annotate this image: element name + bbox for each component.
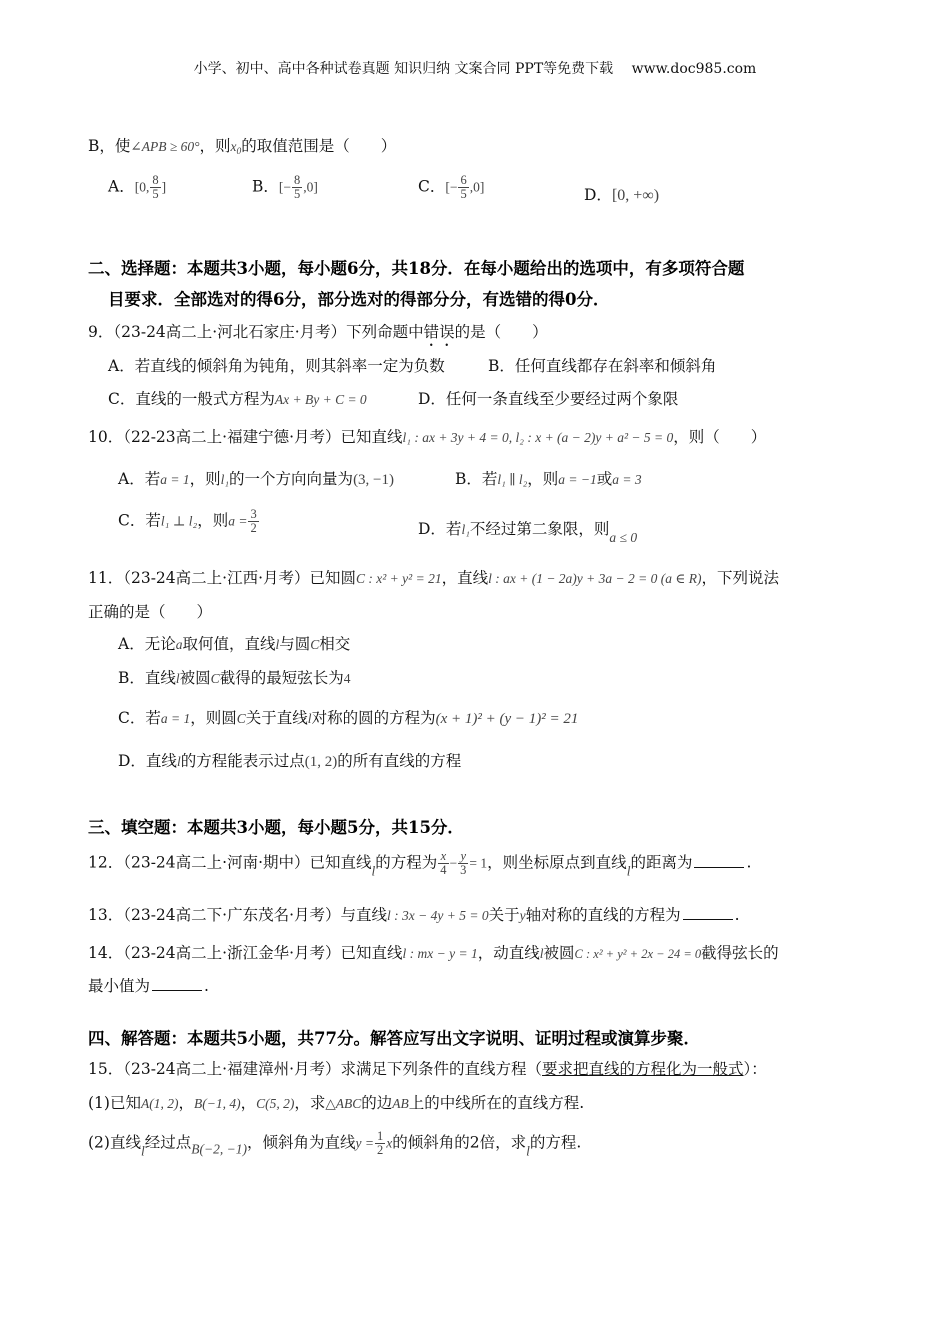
q9-option-c — [108, 387, 367, 409]
q11-circle: C : x² + y² = 21 — [356, 571, 442, 586]
q11-stem-line2: 正确的是（ ） — [88, 603, 213, 621]
text: 的所有直线的方程 — [337, 752, 462, 770]
formula: C — [310, 637, 320, 652]
formula: a = 1 — [160, 472, 190, 487]
q10-option-d — [418, 517, 637, 546]
section-3-title: 三、填空题：本题共3小题，每小题5分，共15分． — [88, 818, 464, 837]
formula: l — [526, 1143, 530, 1159]
fraction — [292, 174, 302, 201]
text: 轴对称的直线的方程为 — [525, 906, 681, 924]
point-b: B(−1, 4) — [193, 1096, 241, 1111]
point: B(−2, −1) — [191, 1141, 247, 1157]
q9-option-d: D．任何一条直线至少要经过两个象限 — [418, 390, 679, 408]
interval: [0, +∞) — [611, 187, 660, 204]
text: 最小值为 — [88, 977, 151, 995]
option-label: C． — [418, 177, 446, 196]
text: 的倾斜角的2倍，求 — [392, 1133, 527, 1152]
option-label: D． — [584, 186, 612, 204]
q8-mid: ，则 — [199, 137, 231, 155]
formula: (x + 1)² + (y − 1)² = 21 — [435, 711, 579, 727]
text: ，则 — [189, 470, 221, 488]
fraction-denominator: 3 — [460, 863, 467, 878]
q11-line: l : ax + (1 − 2a)y + 3a − 2 = 0 (a ∈ R) — [488, 571, 702, 586]
q10-option-c — [118, 508, 260, 535]
q8-option-d — [584, 183, 659, 205]
answer-blank[interactable] — [683, 918, 733, 920]
fraction — [248, 508, 258, 535]
q15-stem — [88, 1057, 767, 1079]
q10-stem — [88, 425, 766, 447]
q8-tail: 的取值范围是（ ） — [241, 137, 397, 155]
text: D．直线 — [118, 752, 177, 770]
q10-option-b — [455, 467, 642, 489]
underlined-requirement: 要求把直线的方程化为一般式 — [542, 1060, 744, 1078]
text: 12．（23-24高二上·河南·期中）已知直线 — [88, 853, 372, 872]
text: 的边 — [361, 1094, 393, 1112]
fraction — [458, 850, 468, 877]
text: C．若 — [118, 511, 161, 530]
formula: l : mx − y = 1 — [402, 946, 478, 961]
fraction-numerator: 8 — [152, 173, 159, 187]
segment: AB — [392, 1096, 409, 1111]
text: B．若 — [455, 470, 498, 488]
formula: = 1 — [469, 855, 488, 871]
point-a: A(1, 2) — [140, 1096, 179, 1111]
interval-open: [0, — [134, 179, 150, 195]
q15-part1 — [88, 1091, 584, 1113]
text: ，则 — [527, 470, 559, 488]
formula: l — [140, 1143, 145, 1159]
fraction-numerator: 6 — [460, 173, 467, 187]
text: ，求 — [294, 1094, 326, 1112]
q8-stem — [88, 134, 396, 157]
formula: l₁ — [220, 472, 230, 487]
q11-stem — [88, 566, 779, 588]
formula: l₁ — [461, 522, 470, 537]
q9-option-b: B．任何直线都存在斜率和倾斜角 — [488, 357, 717, 375]
q8-option-a — [108, 174, 166, 201]
q10-lines: l₁ : ax + 3y + 4 = 0, l₂ : x + (a − 2)y + a² − 5 = 0 — [402, 430, 674, 445]
text: ， — [240, 1094, 257, 1112]
formula: a = 3 — [612, 472, 642, 487]
formula: y — [519, 908, 526, 923]
formula: (1, 2) — [304, 754, 338, 770]
q8-var-sub: 0 — [236, 147, 242, 157]
fraction — [150, 174, 160, 201]
point-c: C(5, 2) — [256, 1096, 295, 1111]
fraction-denominator: 5 — [294, 187, 301, 202]
text: 对称的圆的方程为 — [311, 709, 436, 727]
text: 关于 — [488, 906, 520, 924]
formula: Ax + By + C = 0 — [274, 392, 367, 407]
text: ，倾斜角为直线 — [246, 1133, 356, 1152]
section-4-title: 四、解答题：本题共5小题，共77分。解答应写出文字说明、证明过程或演算步聚． — [88, 1029, 700, 1048]
q12: 12．（23-24高二上·河南·期中）已知直线l的方程为 $\frac{x}{4}$ − $\frac{y}{3}$ = 1，则坐标原点到直线l的距离为 . — [88, 849, 752, 879]
q8-prefix: B，使 — [88, 137, 131, 155]
interval-close: ,0] — [469, 179, 485, 195]
text: . — [734, 906, 740, 924]
formula: l — [539, 946, 544, 961]
q9-stem-b: 的是（ ） — [454, 323, 548, 341]
text: (1)已知 — [88, 1094, 141, 1112]
vector: (3, −1) — [353, 472, 395, 488]
text: 的一个方向向量为 — [229, 470, 354, 488]
text: 与圆 — [279, 635, 311, 653]
q14 — [88, 941, 779, 963]
fraction-numerator: 8 — [294, 173, 301, 187]
q9-stem — [88, 320, 548, 350]
q11-option-d — [118, 749, 461, 771]
formula: l — [307, 711, 312, 726]
formula: l — [176, 754, 181, 769]
q9-emphasis: 错误 — [423, 323, 455, 341]
text: . — [204, 977, 209, 995]
formula: l — [626, 863, 631, 879]
q11-option-c — [118, 706, 578, 728]
text: 关于直线 — [245, 709, 308, 727]
text: 截得的最短弦长为 — [219, 669, 344, 687]
q11-stem-a: 11．（23-24高二上·江西·月考）已知圆 — [88, 569, 357, 587]
q11-stem-c: ，下列说法 — [701, 569, 779, 587]
text: A．无论 — [118, 635, 176, 653]
fraction — [458, 174, 468, 201]
interval-open: [− — [278, 179, 291, 195]
text: 上的中线所在的直线方程. — [408, 1094, 585, 1112]
formula: l — [371, 863, 376, 879]
text: (2)直线 — [88, 1133, 141, 1152]
q8-option-c — [418, 174, 484, 201]
text: ，则坐标原点到直线 — [487, 853, 627, 872]
fraction-denominator: 4 — [440, 863, 447, 878]
formula: C — [210, 671, 220, 686]
text: 不经过第二象限，则 — [469, 520, 610, 538]
formula: 4 — [343, 671, 351, 686]
fraction-numerator: y — [458, 850, 468, 864]
text: 15．（23-24高二上·福建漳州·月考）求满足下列条件的直线方程（ — [88, 1060, 543, 1078]
text: 13．（23-24高二下·广东茂名·月考）与直线 — [88, 906, 388, 924]
formula: l₁ ⊥ l₂ — [160, 513, 198, 529]
text: 取何值，直线 — [182, 635, 276, 653]
text: 的方程. — [529, 1133, 582, 1152]
formula: a = 1 — [160, 711, 191, 726]
formula: x — [386, 1135, 393, 1151]
option-label: B． — [252, 177, 279, 196]
text: . — [746, 853, 752, 872]
interval-close: ,0] — [303, 179, 318, 195]
text: A．若 — [118, 470, 161, 488]
text: 的距离为 — [630, 853, 693, 872]
text: 的方程能表示过点 — [180, 752, 305, 770]
page-header: 小学、初中、高中各种试卷真题 知识归纳 文案合同 PPT等免费下载 www.doc985.com — [193, 61, 757, 77]
formula: a = — [228, 513, 248, 529]
text: ， — [178, 1094, 194, 1112]
q9-stem-a: 9．（23-24高二上·河北石家庄·月考）下列命题中 — [88, 323, 424, 341]
option-text: C．直线的一般式方程为 — [108, 390, 275, 408]
q8-var: x — [230, 139, 237, 154]
formula: l — [175, 671, 180, 686]
text: 经过点 — [144, 1133, 192, 1152]
answer-blank[interactable] — [152, 989, 202, 991]
q15-part2 — [88, 1130, 581, 1160]
text: ，则圆 — [190, 709, 237, 727]
formula: y = — [355, 1135, 374, 1151]
q11-option-a — [118, 632, 350, 654]
fraction-numerator: 3 — [250, 507, 257, 521]
fraction-denominator: 5 — [152, 187, 159, 202]
q10-option-a — [118, 467, 394, 489]
text: D．若 — [418, 520, 462, 538]
section-2-title: 二、选择题：本题共3小题，每小题6分，共18分．在每小题给出的选项中，有多项符合题 — [88, 259, 745, 278]
q8-option-b — [252, 174, 318, 201]
q14-line2 — [88, 974, 209, 996]
text: 被圆 — [179, 669, 211, 687]
formula: l — [275, 637, 280, 652]
answer-blank[interactable] — [694, 866, 744, 868]
formula: l : 3x − 4y + 5 = 0 — [387, 908, 489, 923]
fraction — [438, 850, 448, 877]
text: B．直线 — [118, 669, 176, 687]
q11-option-b — [118, 666, 350, 688]
interval-open: [− — [445, 179, 458, 195]
text: 相交 — [319, 635, 351, 653]
q8-angle-cond: ∠APB ≥ 60° — [130, 139, 200, 154]
text: 的方程为 — [375, 853, 438, 872]
option-label: A． — [108, 177, 135, 196]
text: ，动直线 — [477, 944, 540, 962]
text: 14．（23-24高二上·浙江金华·月考）已知直线 — [88, 944, 403, 962]
formula: l₁ ∥ l₂ — [497, 472, 528, 487]
formula: C : x² + y² + 2x − 24 = 0 — [574, 947, 702, 961]
formula: a ≤ 0 — [609, 530, 638, 545]
q10-stem-text: 10．（22-23高二上·福建宁德·月考）已知直线 — [88, 428, 403, 446]
text: C．若 — [118, 709, 161, 727]
fraction-denominator: 2 — [250, 521, 257, 536]
section-2-subtitle: 目要求．全部选对的得6分，部分选对的得部分分，有选错的得0分． — [108, 290, 610, 309]
q13 — [88, 903, 740, 925]
interval-close: ] — [161, 179, 167, 195]
text: 或 — [596, 470, 613, 488]
fraction-denominator: 5 — [460, 187, 467, 202]
fraction-denominator: 2 — [376, 1143, 384, 1158]
formula: a — [175, 637, 183, 652]
q9-option-a: A．若直线的倾斜角为钝角，则其斜率一定为负数 — [108, 357, 445, 375]
fraction-numerator: x — [438, 850, 448, 864]
text: 截得弦长的 — [701, 944, 779, 962]
text: ）： — [743, 1060, 767, 1078]
fraction-numerator: 1 — [376, 1129, 384, 1143]
fraction — [375, 1130, 385, 1157]
q10-tail: ，则（ ） — [673, 428, 767, 446]
text: ，则 — [197, 511, 229, 530]
triangle: △ABC — [325, 1096, 362, 1111]
formula: a = −1 — [558, 472, 597, 487]
text: 被圆 — [543, 944, 575, 962]
formula: C — [236, 711, 246, 726]
q11-stem-b: ，直线 — [441, 569, 489, 587]
